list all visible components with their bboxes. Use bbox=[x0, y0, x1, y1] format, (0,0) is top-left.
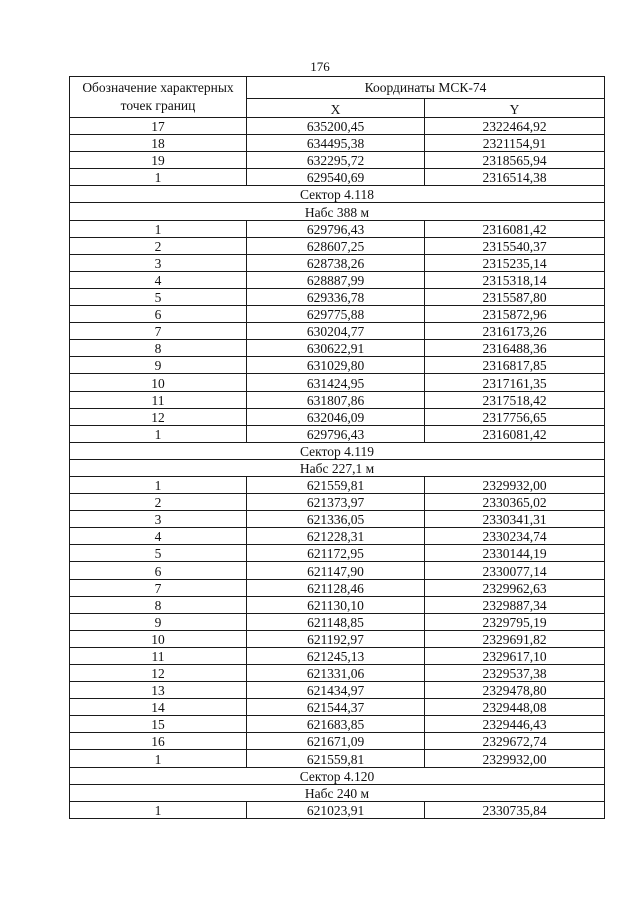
table-row bbox=[70, 579, 605, 596]
y-coordinate-cell: 2329478,80 bbox=[425, 682, 605, 699]
x-coordinate-cell: 621544,37 bbox=[247, 699, 425, 716]
y-coordinate-cell: 2316514,38 bbox=[425, 169, 605, 186]
point-number-cell: 5 bbox=[70, 545, 247, 562]
x-coordinate-cell: 621172,95 bbox=[247, 545, 425, 562]
y-coordinate-cell: 2329617,10 bbox=[425, 647, 605, 664]
point-number-cell: 5 bbox=[70, 288, 247, 305]
x-coordinate-cell: 634495,38 bbox=[247, 135, 425, 152]
x-coordinate-cell: 621671,09 bbox=[247, 733, 425, 750]
y-coordinate-cell: 2322464,92 bbox=[425, 118, 605, 135]
table-row bbox=[70, 699, 605, 716]
x-coordinate-cell: 621245,13 bbox=[247, 647, 425, 664]
x-coordinate-cell: 631424,95 bbox=[247, 374, 425, 391]
section-title: Набс 227,1 м bbox=[70, 459, 605, 476]
table-row bbox=[70, 374, 605, 391]
point-number-cell: 4 bbox=[70, 528, 247, 545]
x-coordinate-cell: 628887,99 bbox=[247, 271, 425, 288]
table-row bbox=[70, 545, 605, 562]
table-row bbox=[70, 408, 605, 425]
x-coordinate-cell: 630204,77 bbox=[247, 323, 425, 340]
y-coordinate-cell: 2315872,96 bbox=[425, 306, 605, 323]
section-row bbox=[70, 784, 605, 801]
point-number-cell: 12 bbox=[70, 665, 247, 682]
point-number-cell: 2 bbox=[70, 237, 247, 254]
y-coordinate-cell: 2329962,63 bbox=[425, 579, 605, 596]
section-title: Сектор 4.120 bbox=[70, 767, 605, 784]
table-row bbox=[70, 340, 605, 357]
point-number-cell: 1 bbox=[70, 750, 247, 767]
table-row bbox=[70, 237, 605, 254]
x-coordinate-cell: 621559,81 bbox=[247, 750, 425, 767]
table-row bbox=[70, 288, 605, 305]
table-header-row bbox=[70, 77, 605, 99]
x-coordinate-cell: 621336,05 bbox=[247, 511, 425, 528]
point-number-cell: 10 bbox=[70, 630, 247, 647]
section-row bbox=[70, 442, 605, 459]
point-number-cell: 7 bbox=[70, 323, 247, 340]
table-row bbox=[70, 630, 605, 647]
point-number-cell: 6 bbox=[70, 562, 247, 579]
point-number-cell: 18 bbox=[70, 135, 247, 152]
header-y-label: Y bbox=[425, 99, 605, 118]
coordinates-table bbox=[69, 76, 605, 819]
x-coordinate-cell: 621147,90 bbox=[247, 562, 425, 579]
y-coordinate-cell: 2316488,36 bbox=[425, 340, 605, 357]
y-coordinate-cell: 2329887,34 bbox=[425, 596, 605, 613]
x-coordinate-cell: 621128,46 bbox=[247, 579, 425, 596]
section-row bbox=[70, 203, 605, 220]
x-coordinate-cell: 632046,09 bbox=[247, 408, 425, 425]
section-row bbox=[70, 459, 605, 476]
header-point-label: Обозначение характерных точек границ bbox=[70, 77, 247, 118]
table-row bbox=[70, 357, 605, 374]
x-coordinate-cell: 629540,69 bbox=[247, 169, 425, 186]
section-row bbox=[70, 767, 605, 784]
y-coordinate-cell: 2329691,82 bbox=[425, 630, 605, 647]
table-row bbox=[70, 391, 605, 408]
page-number: 176 bbox=[310, 59, 330, 74]
point-number-cell: 6 bbox=[70, 306, 247, 323]
point-number-cell: 7 bbox=[70, 579, 247, 596]
table-row bbox=[70, 135, 605, 152]
table-row bbox=[70, 323, 605, 340]
x-coordinate-cell: 629796,43 bbox=[247, 220, 425, 237]
x-coordinate-cell: 621683,85 bbox=[247, 716, 425, 733]
table-row bbox=[70, 716, 605, 733]
table-row bbox=[70, 306, 605, 323]
table-row bbox=[70, 425, 605, 442]
y-coordinate-cell: 2329672,74 bbox=[425, 733, 605, 750]
y-coordinate-cell: 2330144,19 bbox=[425, 545, 605, 562]
table-row bbox=[70, 118, 605, 135]
point-number-cell: 9 bbox=[70, 357, 247, 374]
point-number-cell: 17 bbox=[70, 118, 247, 135]
point-number-cell: 13 bbox=[70, 682, 247, 699]
y-coordinate-cell: 2330365,02 bbox=[425, 494, 605, 511]
table-row bbox=[70, 647, 605, 664]
table-row bbox=[70, 511, 605, 528]
section-title: Сектор 4.119 bbox=[70, 442, 605, 459]
y-coordinate-cell: 2330234,74 bbox=[425, 528, 605, 545]
point-number-cell: 1 bbox=[70, 169, 247, 186]
point-number-cell: 8 bbox=[70, 340, 247, 357]
point-number-cell: 8 bbox=[70, 596, 247, 613]
table-row bbox=[70, 220, 605, 237]
y-coordinate-cell: 2316081,42 bbox=[425, 220, 605, 237]
x-coordinate-cell: 629775,88 bbox=[247, 306, 425, 323]
y-coordinate-cell: 2315235,14 bbox=[425, 254, 605, 271]
point-number-cell: 15 bbox=[70, 716, 247, 733]
y-coordinate-cell: 2330735,84 bbox=[425, 801, 605, 818]
x-coordinate-cell: 621373,97 bbox=[247, 494, 425, 511]
x-coordinate-cell: 629796,43 bbox=[247, 425, 425, 442]
table-row bbox=[70, 801, 605, 818]
y-coordinate-cell: 2317518,42 bbox=[425, 391, 605, 408]
point-number-cell: 19 bbox=[70, 152, 247, 169]
y-coordinate-cell: 2317161,35 bbox=[425, 374, 605, 391]
y-coordinate-cell: 2315587,80 bbox=[425, 288, 605, 305]
x-coordinate-cell: 631807,86 bbox=[247, 391, 425, 408]
x-coordinate-cell: 628607,25 bbox=[247, 237, 425, 254]
point-number-cell: 1 bbox=[70, 801, 247, 818]
section-row bbox=[70, 186, 605, 203]
y-coordinate-cell: 2329932,00 bbox=[425, 476, 605, 493]
x-coordinate-cell: 631029,80 bbox=[247, 357, 425, 374]
x-coordinate-cell: 630622,91 bbox=[247, 340, 425, 357]
x-coordinate-cell: 621434,97 bbox=[247, 682, 425, 699]
x-coordinate-cell: 621559,81 bbox=[247, 476, 425, 493]
point-number-cell: 4 bbox=[70, 271, 247, 288]
point-number-cell: 1 bbox=[70, 476, 247, 493]
x-coordinate-cell: 621228,31 bbox=[247, 528, 425, 545]
y-coordinate-cell: 2321154,91 bbox=[425, 135, 605, 152]
table-row bbox=[70, 271, 605, 288]
y-coordinate-cell: 2329932,00 bbox=[425, 750, 605, 767]
point-number-cell: 10 bbox=[70, 374, 247, 391]
x-coordinate-cell: 635200,45 bbox=[247, 118, 425, 135]
table-row bbox=[70, 750, 605, 767]
point-number-cell: 11 bbox=[70, 391, 247, 408]
header-x-label: X bbox=[247, 99, 425, 118]
x-coordinate-cell: 621331,06 bbox=[247, 665, 425, 682]
point-number-cell: 1 bbox=[70, 425, 247, 442]
y-coordinate-cell: 2316081,42 bbox=[425, 425, 605, 442]
table-body bbox=[70, 118, 605, 819]
table-row bbox=[70, 562, 605, 579]
point-number-cell: 3 bbox=[70, 511, 247, 528]
y-coordinate-cell: 2315540,37 bbox=[425, 237, 605, 254]
section-title: Набс 240 м bbox=[70, 784, 605, 801]
y-coordinate-cell: 2330077,14 bbox=[425, 562, 605, 579]
table-row bbox=[70, 613, 605, 630]
y-coordinate-cell: 2329795,19 bbox=[425, 613, 605, 630]
table-row bbox=[70, 152, 605, 169]
x-coordinate-cell: 629336,78 bbox=[247, 288, 425, 305]
y-coordinate-cell: 2329446,43 bbox=[425, 716, 605, 733]
point-number-cell: 2 bbox=[70, 494, 247, 511]
point-number-cell: 14 bbox=[70, 699, 247, 716]
point-number-cell: 3 bbox=[70, 254, 247, 271]
section-title: Сектор 4.118 bbox=[70, 186, 605, 203]
table-row bbox=[70, 254, 605, 271]
x-coordinate-cell: 621192,97 bbox=[247, 630, 425, 647]
y-coordinate-cell: 2315318,14 bbox=[425, 271, 605, 288]
table-row bbox=[70, 682, 605, 699]
table-row bbox=[70, 665, 605, 682]
y-coordinate-cell: 2318565,94 bbox=[425, 152, 605, 169]
table-row bbox=[70, 596, 605, 613]
y-coordinate-cell: 2329537,38 bbox=[425, 665, 605, 682]
x-coordinate-cell: 621023,91 bbox=[247, 801, 425, 818]
point-number-cell: 11 bbox=[70, 647, 247, 664]
x-coordinate-cell: 621130,10 bbox=[247, 596, 425, 613]
table-row bbox=[70, 733, 605, 750]
point-number-cell: 1 bbox=[70, 220, 247, 237]
table-row bbox=[70, 528, 605, 545]
table-row bbox=[70, 169, 605, 186]
x-coordinate-cell: 621148,85 bbox=[247, 613, 425, 630]
y-coordinate-cell: 2329448,08 bbox=[425, 699, 605, 716]
x-coordinate-cell: 632295,72 bbox=[247, 152, 425, 169]
x-coordinate-cell: 628738,26 bbox=[247, 254, 425, 271]
table-row bbox=[70, 494, 605, 511]
table-row bbox=[70, 476, 605, 493]
y-coordinate-cell: 2330341,31 bbox=[425, 511, 605, 528]
y-coordinate-cell: 2316173,26 bbox=[425, 323, 605, 340]
y-coordinate-cell: 2317756,65 bbox=[425, 408, 605, 425]
point-number-cell: 9 bbox=[70, 613, 247, 630]
header-coords-label: Координаты МСК-74 bbox=[247, 77, 605, 99]
point-number-cell: 16 bbox=[70, 733, 247, 750]
section-title: Набс 388 м bbox=[70, 203, 605, 220]
point-number-cell: 12 bbox=[70, 408, 247, 425]
y-coordinate-cell: 2316817,85 bbox=[425, 357, 605, 374]
